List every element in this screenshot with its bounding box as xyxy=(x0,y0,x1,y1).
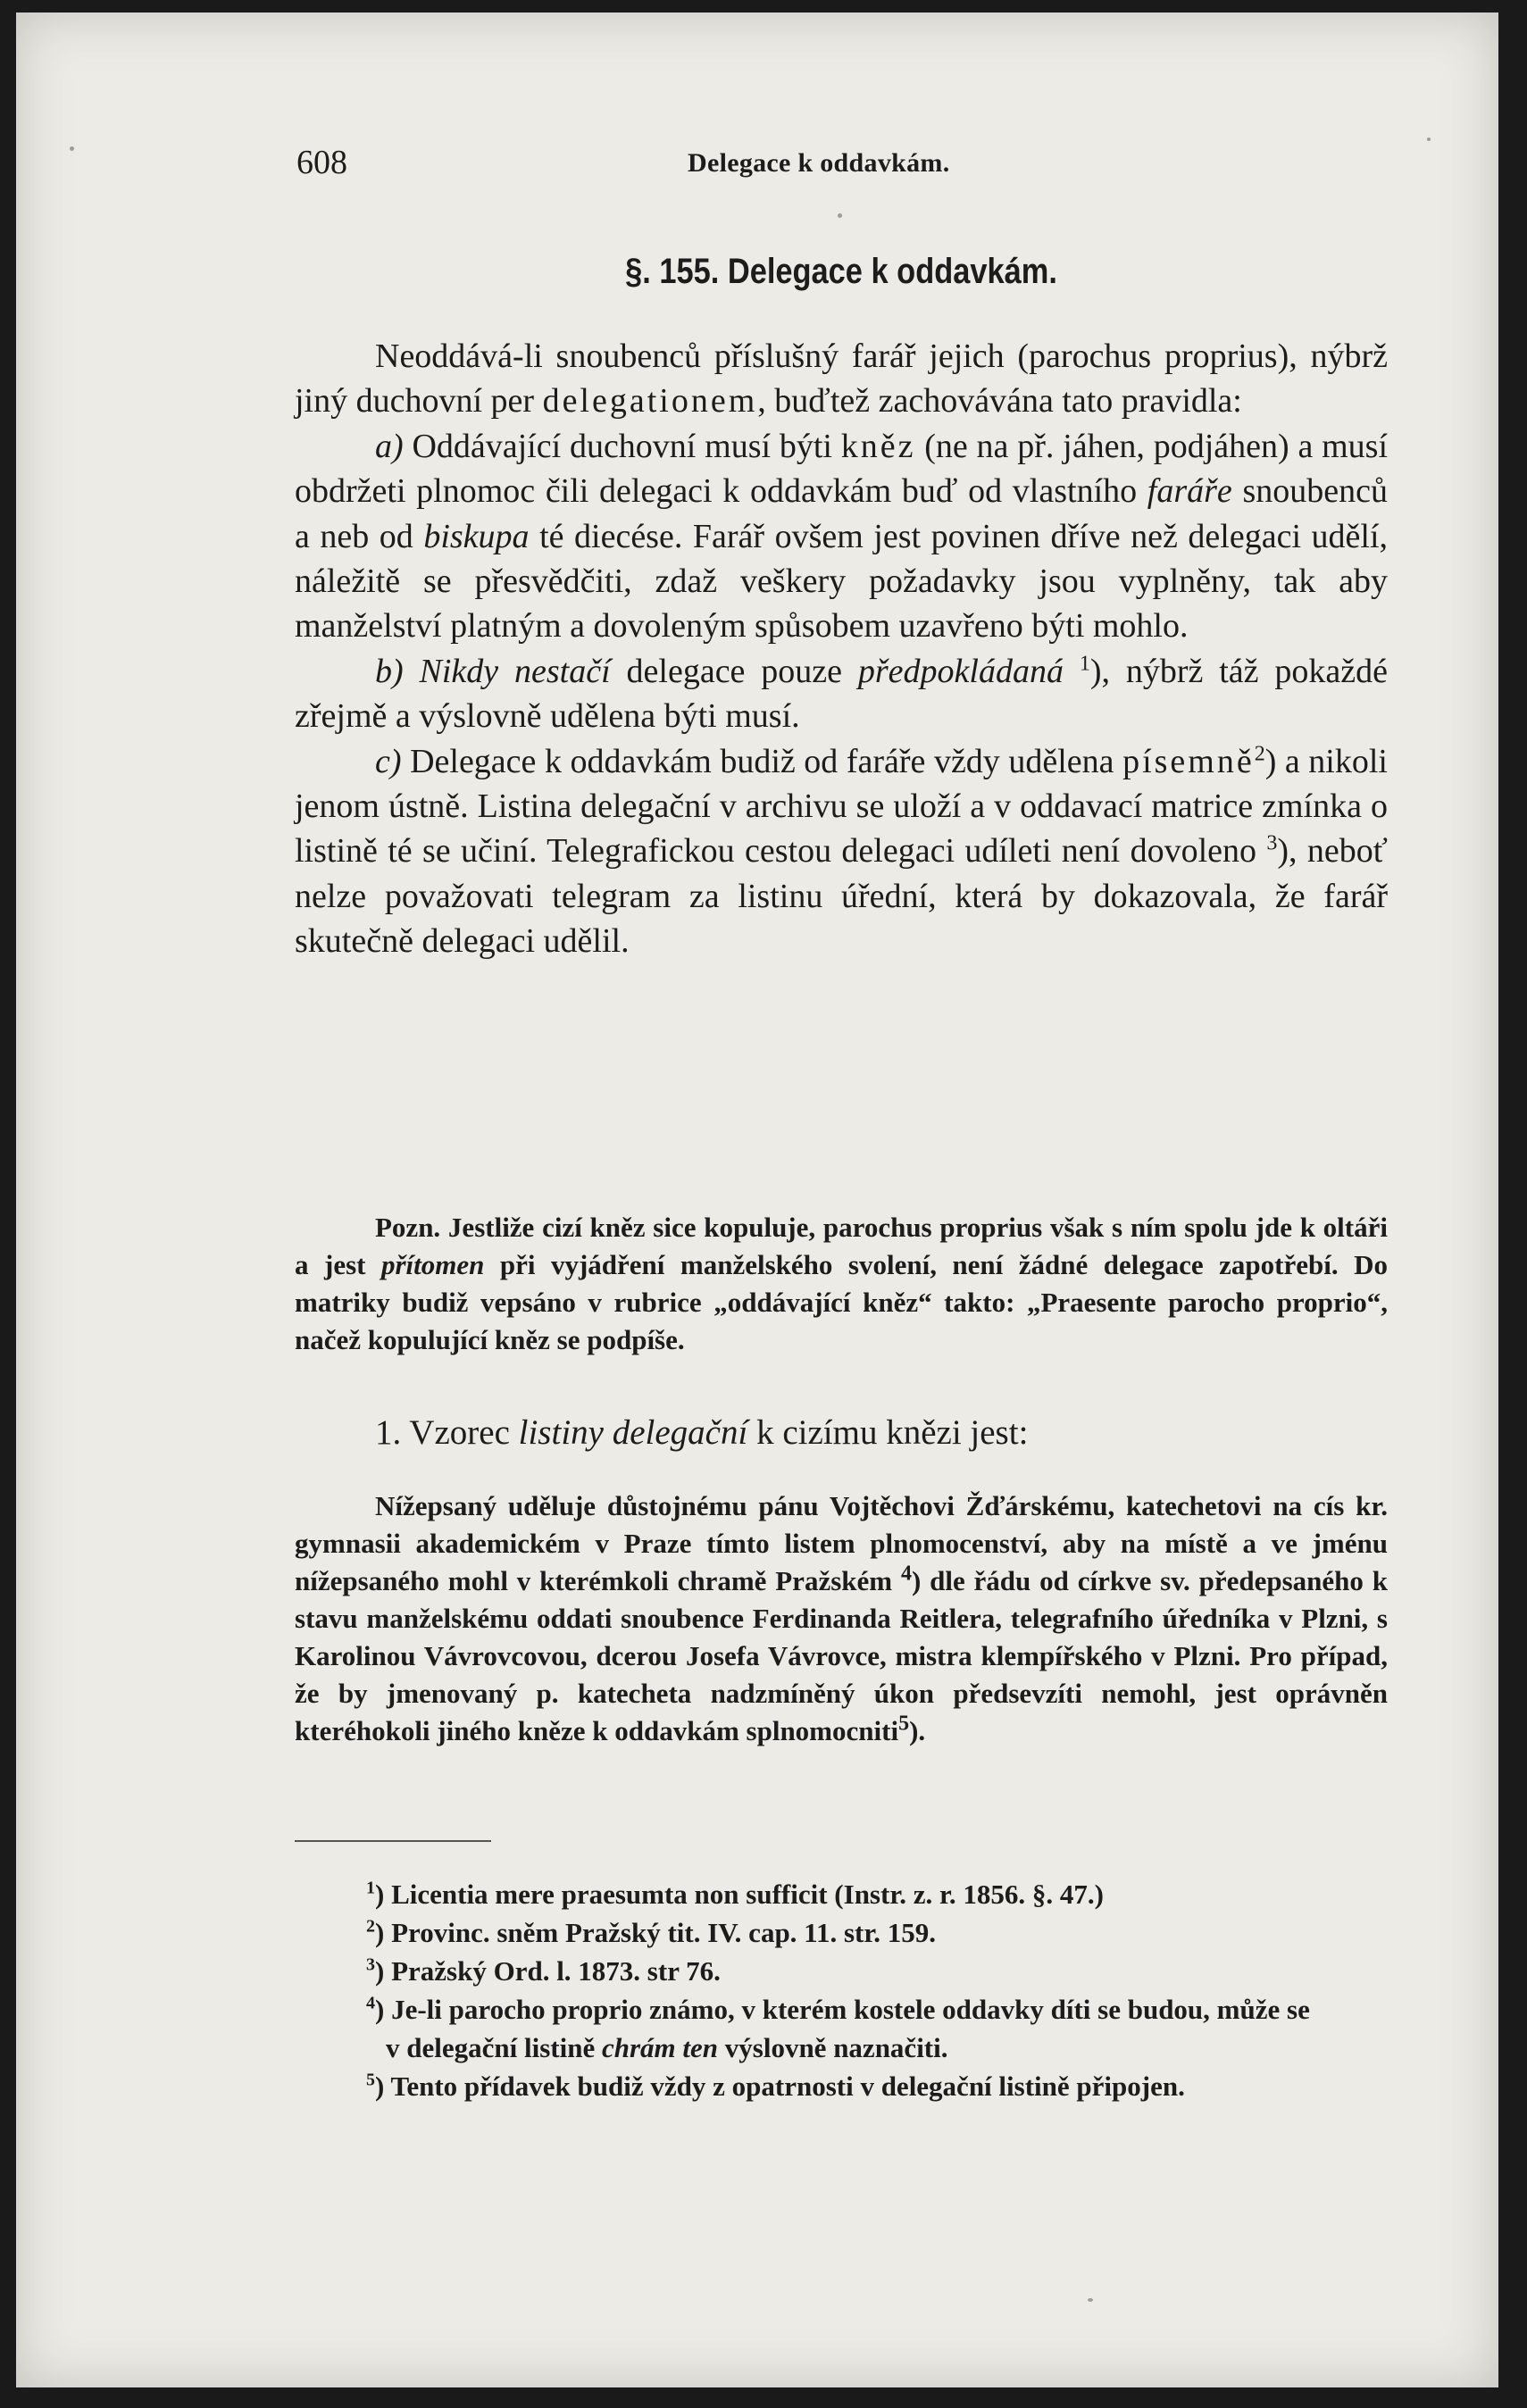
book-page xyxy=(16,12,1498,2387)
footnote-3: $^3$) Pražský Ord. l. 1873. str 76. xyxy=(366,1954,721,1987)
running-title: Delegace k oddavkám. xyxy=(688,148,950,178)
page-number: 608 xyxy=(296,144,347,181)
running-head xyxy=(295,143,1388,187)
footnote-divider xyxy=(295,1840,491,1842)
formula-heading: 1. Vzorec listiny delegační k cizímu knězi jest: xyxy=(375,1413,1029,1452)
section-heading xyxy=(371,252,1312,292)
footnotes xyxy=(366,1875,1331,2105)
footnote-ref: 1 xyxy=(1079,652,1090,676)
footnote-1: $^1$) Licentia mere praesumta non sufficit (Instr. z. r. 1856. §. 47.) xyxy=(366,1878,1104,1910)
main-text xyxy=(295,334,1388,964)
section-title: Delegace k oddavkám. xyxy=(727,252,1057,291)
paper-speck xyxy=(1088,2298,1093,2302)
footnote-5: $^5$) Tento přídavek budiž vždy z opatrnosti v delegační listině připojen. xyxy=(366,2070,1185,2102)
footnote-ref: 3 xyxy=(1266,831,1278,855)
paper-speck xyxy=(70,146,74,151)
section-number: §. 155. xyxy=(625,252,720,291)
footnote-ref: 2 xyxy=(1254,742,1265,765)
paper-speck xyxy=(1427,137,1431,141)
footnote-ref: 4 xyxy=(900,1562,912,1586)
paper-speck xyxy=(838,213,842,218)
delegation-formula: Nížepsaný uděluje důstojnému pánu Vojtěchovi Žďárskému, katechetovi na cís kr. gymnasii akademickém v Praze tímto listem plnomocenství, aby na místě a ve jménu nížepsaného mohl v kterémkoli chramě Pražském $^4$) dle řádu od církve sv. předepsaného k stavu manželskému oddati snoubence Ferdinanda Reitlera, telegrafního úředníka v Plzni, s Karolinou Vávrovcovou, dcerou Josefa Vávrovce, mistra klempířského v Plzni. Pro případ, že by jmenovaný p. katecheta nadzmíněný úkon předsevzíti nemohl, jest oprávněn kteréhokoli jiného kněze k oddavkám splnomocniti$^5$). xyxy=(295,1490,1388,1746)
rule-c-paragraph: c) Delegace k oddavkám budiž od faráře vždy udělena písemně$^2$) a nikoli jenom ústně. Listina delegační v archivu se uloží a v oddavací matrice zmínka o listině té se učiní. Telegrafickou cestou delegaci udíleti není dovoleno $^3$), neboť nelze považovati telegram za listinu úřední, která by dokazovala, že farář skutečně delegaci udělil. xyxy=(295,742,1388,961)
remark-note: Pozn. Jestliže cizí kněz sice kopuluje, parochus proprius však s ním spolu jde k oltáři a jest přítomen při vyjádření manželského svolení, není žádné delegace zapotřebí. Do matriky budiž vepsáno v rubrice „oddávající kněz“ takto: „Praesente parocho proprio“, načež kopulující kněz se podpíše. xyxy=(295,1212,1388,1355)
rule-a-paragraph: a) Oddávající duchovní musí býti kněz (ne na př. jáhen, podjáhen) a musí obdržeti plnomoc čili delegaci k oddavkám buď od vlastního faráře snoubenců a neb od biskupa té diecése. Farář ovšem jest povinen dříve než delegaci udělí, náležitě se přesvědčiti, zdaž veškery požadavky jsou vyplněny, tak aby manželství platným a dovoleným spůsobem uzavřeno býti mohlo. xyxy=(295,427,1389,646)
intro-paragraph: Neoddává-li snoubenců příslušný farář jejich (parochus proprius), nýbrž jiný duchovní per delegationem, buďtež zachovávána tato pravidla: xyxy=(295,337,1388,421)
footnote-2: $^2$) Provinc. sněm Pražský tit. IV. cap. 11. str. 159. xyxy=(366,1916,937,1948)
footnote-ref: 5 xyxy=(898,1712,910,1736)
footnote-4: $^4$) Je-li parocho proprio známo, v kterém kostele oddavky díti se budou, může se v delegační listině chrám ten výslovně naznačiti. xyxy=(366,1993,1310,2063)
rule-b-paragraph: b) Nikdy nestačí delegace pouze předpokládaná $^1$), nýbrž táž pokaždé zřejmě a výslovně udělena býti musí. xyxy=(295,652,1389,736)
